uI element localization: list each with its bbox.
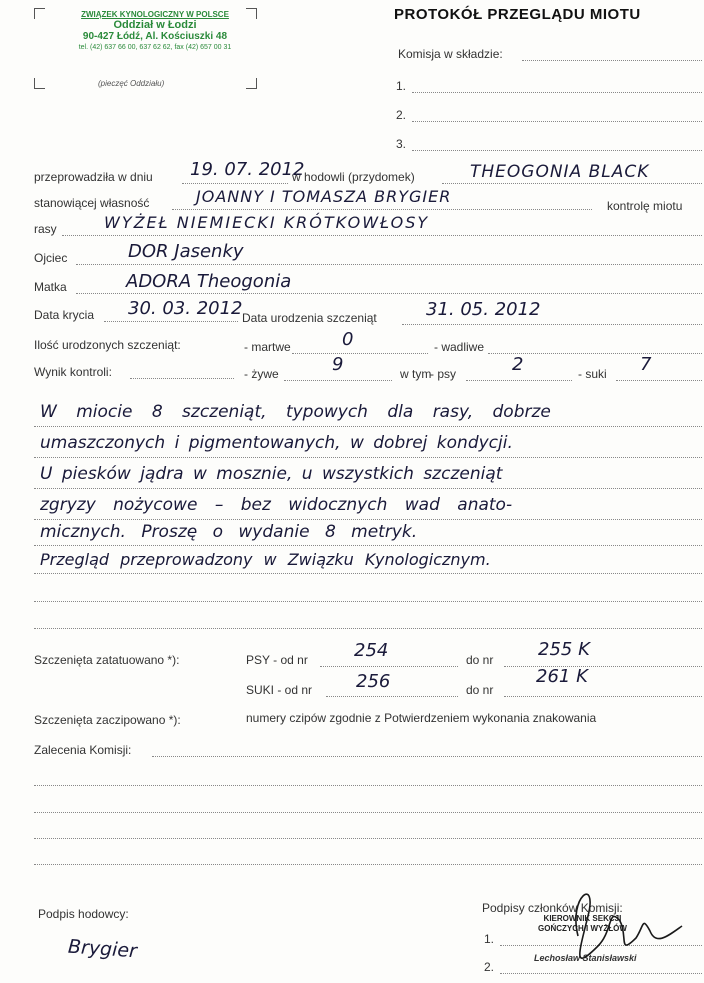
females-label: - suki [578, 367, 607, 381]
field-line [182, 183, 288, 184]
females-value: 7 [640, 354, 652, 375]
tattoo-females-to: 261 K [536, 666, 588, 687]
alive-label: - żywe [244, 367, 279, 381]
field-line [34, 785, 702, 786]
kennel-label: w hodowli (przydomek) [292, 170, 415, 184]
tattoo-males-label: PSY - od nr [246, 653, 308, 667]
mating-label: Data krycia [34, 308, 95, 322]
description-line: W miocie 8 szczeniąt, typowych dla rasy, dobrze [40, 402, 551, 422]
birth-label: Data urodzenia szczeniąt [242, 311, 377, 325]
field-line [76, 264, 702, 265]
field-line [172, 209, 592, 210]
member-sign-number: 1. [484, 932, 495, 946]
father-value: DOR Jasenky [128, 241, 244, 262]
field-line [34, 628, 702, 629]
field-line [34, 488, 702, 489]
tattoo-to-label: do nr [466, 683, 494, 697]
mother-label: Matka [34, 280, 67, 294]
defective-label: - wadliwe [434, 340, 485, 354]
description-line: zgryzy nożycowe – bez widocznych wad anato- [40, 495, 513, 515]
field-line [130, 378, 234, 379]
stamp-line3: 90-427 Łódź, Al. Kościuszki 48 [82, 31, 228, 42]
birth-value: 31. 05. 2012 [426, 299, 541, 320]
field-line [62, 235, 702, 236]
member-number: 3. [396, 137, 407, 151]
member-signature-icon [558, 876, 692, 976]
incl-label: w tym [400, 367, 432, 381]
member-number: 1. [396, 79, 407, 93]
date-value: 19. 07. 2012 [190, 159, 305, 180]
tattoo-males-from: 254 [354, 640, 389, 661]
field-line [34, 426, 702, 427]
breeder-signature: Brygier [67, 935, 138, 963]
date-label: przeprowadziła w dniu [34, 170, 153, 184]
stamp-corner [34, 78, 45, 89]
tattoo-to-label: do nr [466, 653, 494, 667]
member-stamp-name: Lechosław Stanisławski [534, 953, 637, 963]
result-label: Wynik kontroli: [34, 365, 112, 379]
field-line [466, 380, 572, 381]
mating-value: 30. 03. 2012 [128, 298, 243, 319]
kennel-value: THEOGONIA BLACK [470, 162, 650, 182]
stamp-corner [34, 8, 45, 19]
stamp-caption: (pieczęć Oddziału) [98, 79, 165, 88]
field-line [34, 601, 702, 602]
description-line: U piesków jądra w mosznie, u wszystkich szczeniąt [40, 464, 503, 484]
alive-value: 9 [332, 354, 344, 375]
born-label: Ilość urodzonych szczeniąt: [34, 338, 181, 352]
owner-label: stanowiącej własność [34, 196, 150, 210]
field-line [34, 812, 702, 813]
member-number: 2. [396, 108, 407, 122]
field-line [76, 293, 702, 294]
field-line [412, 150, 702, 151]
father-label: Ojciec [34, 251, 68, 265]
page-title: PROTOKÓŁ PRZEGLĄDU MIOTU [394, 6, 641, 23]
tattoo-females-label: SUKI - od nr [246, 683, 313, 697]
stamp-line1: ZWIĄZEK KYNOLOGICZNY W POLSCE [81, 10, 229, 19]
dead-label: - martwe [244, 340, 291, 354]
field-line [152, 756, 702, 757]
field-line [104, 321, 238, 322]
field-line [504, 696, 702, 697]
owner-value: JOANNY I TOMASZA BRYGIER [196, 187, 452, 206]
field-line [412, 121, 702, 122]
office-stamp [50, 9, 260, 71]
field-line [522, 60, 702, 61]
recommend-label: Zalecenia Komisji: [34, 743, 132, 757]
chip-label: Szczenięta zaczipowano *): [34, 713, 181, 727]
description-line: micznych. Proszę o wydanie 8 metryk. [40, 522, 418, 542]
males-label: - psy [430, 367, 457, 381]
field-line [402, 324, 702, 325]
field-line [34, 457, 702, 458]
stamp-corner [246, 78, 257, 89]
chip-note: numery czipów zgodnie z Potwierdzeniem wykonania znakowania [246, 711, 597, 725]
field-line [284, 380, 392, 381]
tattoo-females-from: 256 [356, 671, 391, 692]
dead-value: 0 [342, 329, 354, 350]
section-stamp-line2: GOŃCZYCH I WYŻŁÓW [538, 924, 627, 933]
section-stamp-line1: KIEROWNIK SEKCJI [543, 914, 622, 923]
mother-value: ADORA Theogonia [126, 271, 292, 292]
field-line [292, 353, 428, 354]
field-line [34, 545, 702, 546]
breeder-sign-label: Podpis hodowcy: [38, 907, 129, 921]
stamp-line2: Oddział w Łodzi [113, 19, 197, 31]
control-label: kontrolę miotu [607, 199, 683, 213]
members-sign-label: Podpisy członków Komisji: [482, 901, 623, 915]
field-line [320, 666, 458, 667]
member-sign-number: 2. [484, 960, 495, 974]
description-line: Przegląd przeprowadzony w Związku Kynologicznym. [40, 550, 491, 569]
field-line [34, 573, 702, 574]
field-line [326, 696, 458, 697]
breed-label: rasy [34, 222, 57, 236]
description-line: umaszczonych i pigmentowanych, w dobrej kondycji. [40, 433, 513, 453]
commission-label: Komisja w składzie: [398, 47, 503, 61]
field-line [34, 838, 702, 839]
tattoo-label: Szczenięta zatatuowano *): [34, 653, 180, 667]
field-line [442, 183, 702, 184]
field-line [616, 380, 702, 381]
field-line [412, 92, 702, 93]
males-value: 2 [512, 354, 524, 375]
field-line [34, 519, 702, 520]
stamp-line4: tel. (42) 637 66 00, 637 62 62, fax (42) 657 00 31 [78, 44, 232, 51]
breed-value: WYŻEŁ NIEMIECKI KRÓTKOWŁOSY [104, 213, 430, 232]
tattoo-males-to: 255 K [538, 639, 590, 660]
field-line [504, 666, 702, 667]
field-line [34, 864, 702, 865]
